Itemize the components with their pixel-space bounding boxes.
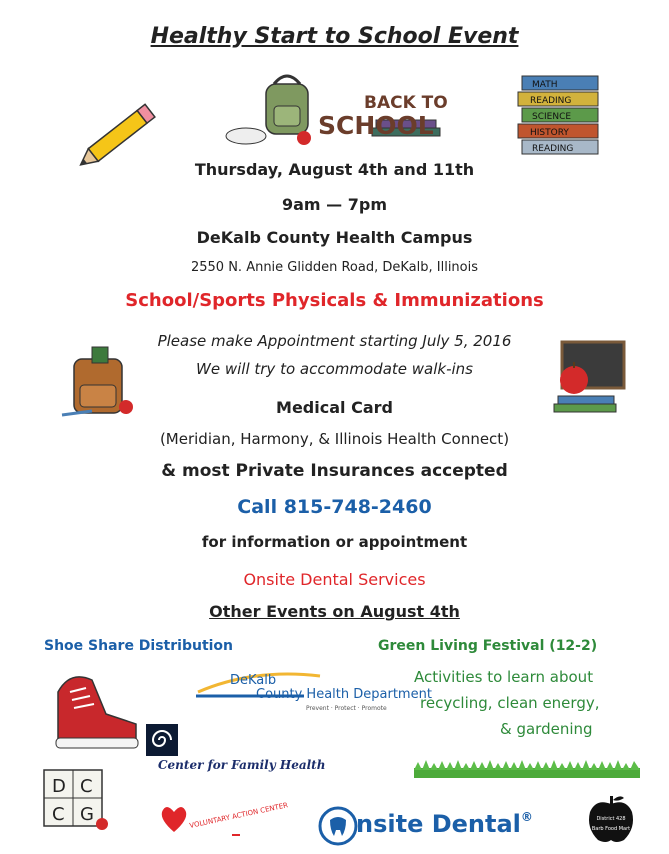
other-events-heading: Other Events on August 4th [209,602,460,621]
dccg-letter: G [80,804,94,825]
registered-mark: ® [520,810,533,824]
page-title: Healthy Start to School Event [150,24,519,49]
back-to-text: BACK TO [364,93,448,113]
grass-clipart [414,760,640,778]
school-text: SCHOOL [318,111,434,140]
books-clipart [516,72,608,170]
event-venue: DeKalb County Health Campus [196,228,473,247]
appointment-line2: We will try to accommodate walk-ins [196,360,473,378]
event-dates: Thursday, August 4th and 11th [194,160,475,179]
green-living-line1: Activities to learn about [414,668,594,686]
phone-note: for information or appointment [201,533,468,551]
book-label: READING [530,96,572,106]
onsite-dental-name: nsite Dental [356,810,521,838]
dental-services: Onsite Dental Services [243,570,426,589]
food-mart-line1: District 428 [596,816,626,822]
back-to-school-clipart [226,70,448,152]
medical-card: Medical Card [276,398,393,417]
sneakers-clipart [50,662,140,754]
green-living-line2: recycling, clean energy, [420,694,600,712]
dccg-letter: C [52,804,65,825]
appointment-line1: Please make Appointment starting July 5, 2016 [157,332,512,350]
dccg-logo [40,766,108,832]
shoe-share-heading: Shoe Share Distribution [44,638,234,654]
green-living-line3: & gardening [500,720,593,738]
private-insurance: & most Private Insurances accepted [161,461,508,481]
insurance-plans: (Meridian, Harmony, & Illinois Health Connect) [159,430,510,448]
family-health-label: Center for Family Health [158,758,326,772]
event-address: 2550 N. Annie Glidden Road, DeKalb, Illinois [190,260,479,275]
health-department-logo [194,664,432,716]
voluntary-action-center-logo [160,800,289,842]
health-dept-line2: County Health Department [256,687,432,702]
dccg-letter: D [52,776,66,797]
family-health-spiral-icon [146,724,178,756]
health-dept-tagline: Prevent · Protect · Promote [306,705,387,712]
tooth-icon [318,806,358,846]
book-label: READING [532,144,574,154]
book-label: SCIENCE [532,112,572,122]
dccg-letter: C [80,776,93,797]
food-mart-line2: Barb Food Mart [591,826,631,832]
services-heading: School/Sports Physicals & Immunizations [125,290,544,311]
book-label: HISTORY [530,128,569,138]
event-time: 9am — 7pm [282,195,387,214]
phone-number: Call 815-748-2460 [237,496,432,518]
book-label: MATH [532,80,558,90]
health-dept-line1: DeKalb [230,673,277,688]
voluntary-action-center-label: VOLUNTARY ACTION CENTER [188,801,289,830]
onsite-dental-logo-text [356,810,533,838]
green-living-heading: Green Living Festival (12-2) [378,638,598,654]
food-mart-apple-logo [586,794,636,846]
